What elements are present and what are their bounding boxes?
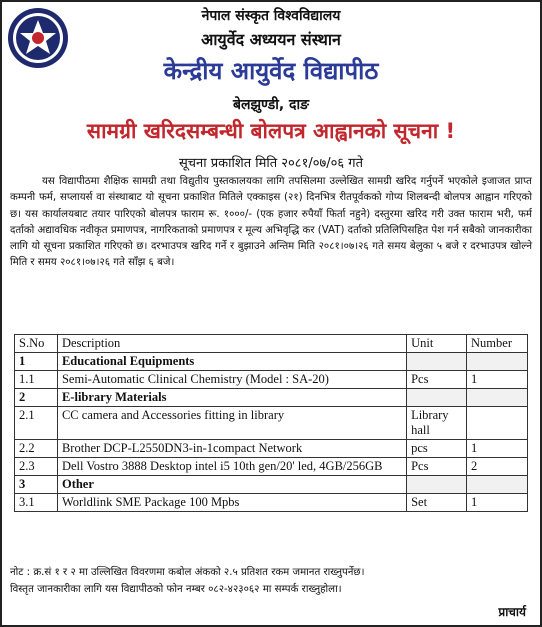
table-section-row [15, 389, 528, 407]
cell-description: Worldlink SME Package 100 Mpbs [57, 494, 406, 512]
cell-unit: Library hall [407, 407, 467, 440]
cell-unit: pcs [407, 440, 467, 458]
cell-unit: Pcs [407, 371, 467, 389]
header-unit: Unit [407, 335, 467, 353]
table-row [15, 494, 528, 512]
cell-description: CC camera and Accessories fitting in library [57, 407, 406, 440]
cell-number [467, 407, 528, 440]
cell-number [467, 389, 528, 407]
items-table [14, 334, 528, 512]
cell-description: Other [57, 476, 406, 494]
university-name: नेपाल संस्कृत विश्वविद्यालय [201, 8, 341, 24]
notice-body: यस विद्यापीठमा शैक्षिक सामग्री तथा विद्युतीय पुस्तकालयका लागि तपसिलमा उल्लेखित सामग्री खरिद गर्नुपर्ने भएकोले इजाजत प्राप्त कम्पनी फर्म, सप्लायर्स वा संस्थाबाट यो सूचना प्रकाशित मितिले एक्काइस (२१) दिनभित्र रीतपूर्वकको गोप्य शिलबन्दी बोलपत्र आह्वान गरिएको छ। यस कार्यालयबाट तयार पारिएको बोलपत्र फाराम रू. १०००/- (एक हजार रुपैयाँ फिर्ता नहुने) दस्तुरमा खरिद गरी उक्त फाराम भरी, फर्म दर्ताको अद्यावधिक नवीकृत प्रमाणपत्र, नागरिकताको प्रमाणपत्र र मूल्य अभिवृद्धि कर (VAT) दर्ताको प्रतिलिपिसहित पेश गर्न सबैको जानकारीका लागि यो सूचना प्रकाशित गरिएको छ। दरभाउपत्र खरिद गर्ने र बुझाउने अन्तिम मिति २०८१।०७।२६ गते समय बेलुका ५ बजे र दरभाउपत्र खोल्ने मिति र समय २०८१।०७।२६ गते साँझ ६ बजे। [10, 176, 532, 269]
table-section-row [15, 353, 528, 371]
table-row [15, 440, 528, 458]
cell-number [467, 353, 528, 371]
cell-sno: 1 [15, 353, 58, 371]
cell-sno: 2.3 [15, 458, 58, 476]
table-section-row [15, 476, 528, 494]
cell-unit [407, 353, 467, 371]
cell-sno: 3 [15, 476, 58, 494]
header-sno: S.No [15, 335, 58, 353]
cell-number [467, 476, 528, 494]
cell-sno: 3.1 [15, 494, 58, 512]
cell-description: Semi-Automatic Clinical Chemistry (Model : SA-20) [57, 371, 406, 389]
cell-unit: Set [407, 494, 467, 512]
header-number: Number [467, 335, 528, 353]
cell-sno: 1.1 [15, 371, 58, 389]
signature: प्राचार्य [498, 605, 526, 619]
publish-date: सूचना प्रकाशित मिति २०८१/०७/०६ गते [178, 156, 363, 171]
cell-number: 2 [467, 458, 528, 476]
cell-description: Educational Equipments [57, 353, 406, 371]
table-row [15, 407, 528, 440]
cell-unit: Pcs [407, 458, 467, 476]
note-line-2: विस्तृत जानकारीका लागि यस विद्यापीठको फोन नम्बर ०८२-४२३०६२ मा सम्पर्क राख्नुहोला। [10, 584, 342, 595]
header-description: Description [57, 335, 406, 353]
cell-sno: 2.2 [15, 440, 58, 458]
cell-description: E-library Materials [57, 389, 406, 407]
cell-unit [407, 389, 467, 407]
cell-number: 1 [467, 494, 528, 512]
institute-name: आयुर्वेद अध्ययन संस्थान [201, 30, 341, 49]
table-row [15, 371, 528, 389]
cell-description: Brother DCP-L2550DN3-in-1compact Network [57, 440, 406, 458]
cell-sno: 2.1 [15, 407, 58, 440]
cell-description: Dell Vostro 3888 Desktop intel i5 10th gen/20' led, 4GB/256GB [57, 458, 406, 476]
note-line-1: नोट : क्र.सं १ र २ मा उल्लिखित विवरणमा कबोल अंकको २.५ प्रतिशत रकम जमानत राख्नुपर्नेछ। [10, 567, 365, 578]
footnote [10, 564, 532, 598]
cell-number: 1 [467, 440, 528, 458]
campus-name: केन्द्रीय आयुर्वेद विद्यापीठ [163, 57, 379, 85]
table-header-row [15, 335, 528, 353]
cell-number: 1 [467, 371, 528, 389]
table-row [15, 458, 528, 476]
cell-unit [407, 476, 467, 494]
campus-location: बेलझुण्डी, दाङ [232, 97, 309, 113]
cell-sno: 2 [15, 389, 58, 407]
notice-title: सामग्री खरिदसम्बन्धी बोलपत्र आह्वानको सूचना ! [86, 119, 456, 143]
